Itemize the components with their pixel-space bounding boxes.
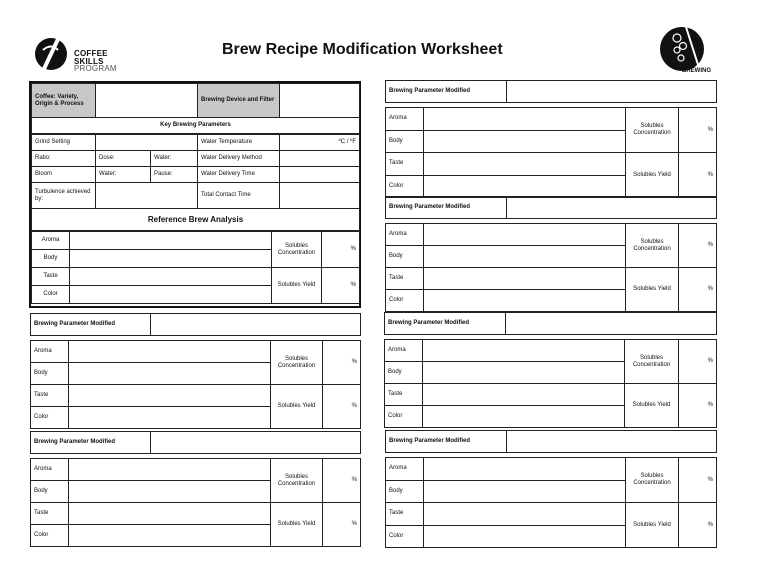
reference-section [29, 81, 361, 308]
param-modified-field[interactable] [507, 81, 717, 103]
bloom-label: Bloom [32, 167, 96, 183]
grind-field[interactable] [96, 135, 198, 151]
color-field[interactable] [424, 290, 626, 312]
taste-label: Taste [385, 384, 423, 406]
aroma-field[interactable] [424, 224, 626, 246]
yield-label: Solubles Yield [625, 384, 679, 428]
aroma-field[interactable] [70, 232, 272, 250]
body-field[interactable] [69, 363, 271, 385]
aroma-label: Aroma [31, 459, 69, 481]
concentration-label: Solubles Concentration [271, 341, 323, 385]
body-label: Body [32, 250, 70, 268]
body-label: Body [386, 246, 424, 268]
water-temp-field[interactable]: ºC / ºF [280, 135, 360, 151]
device-field[interactable] [280, 84, 360, 118]
body-field[interactable] [424, 246, 626, 268]
contact-time-field[interactable] [280, 183, 360, 209]
concentration-label: Solubles Concentration [625, 340, 679, 384]
aroma-label: Aroma [32, 232, 70, 250]
bloom-water-field[interactable]: Water: [96, 167, 151, 183]
yield-label: Solubles Yield [626, 503, 679, 548]
yield-field[interactable]: % [679, 268, 717, 312]
taste-label: Taste [32, 268, 70, 286]
yield-field[interactable]: % [679, 384, 717, 428]
modification-block-5 [30, 313, 360, 429]
taste-label: Taste [386, 268, 424, 290]
yield-field[interactable]: % [323, 503, 361, 547]
taste-label: Taste [386, 503, 424, 526]
concentration-field[interactable]: % [679, 458, 717, 503]
delivery-time-label: Water Delivery Time [198, 167, 280, 183]
concentration-label: Solubles Concentration [626, 458, 679, 503]
color-label: Color [385, 406, 423, 428]
turbulence-label: Turbulence achieved by: [32, 183, 96, 209]
param-modified-label: Brewing Parameter Modified [386, 197, 507, 219]
modification-block-4 [385, 430, 716, 548]
color-label: Color [31, 407, 69, 429]
aroma-label: Aroma [386, 224, 424, 246]
yield-label: Solubles Yield [272, 268, 322, 304]
concentration-label: Solubles Concentration [271, 459, 323, 503]
analysis-heading: Reference Brew Analysis [32, 209, 360, 231]
delivery-method-field[interactable] [280, 151, 360, 167]
body-label: Body [385, 362, 423, 384]
param-modified-label: Brewing Parameter Modified [386, 431, 507, 453]
coffee-field[interactable] [96, 84, 198, 118]
param-modified-label: Brewing Parameter Modified [31, 314, 151, 336]
key-params-heading: Key Brewing Parameters [32, 118, 360, 134]
color-label: Color [31, 525, 69, 547]
concentration-label: Solubles Concentration [626, 224, 679, 268]
aroma-label: Aroma [31, 341, 69, 363]
body-label: Body [31, 363, 69, 385]
concentration-label: Solubles Concentration [272, 232, 322, 268]
aroma-label: Aroma [386, 458, 424, 481]
taste-label: Taste [31, 503, 69, 525]
param-modified-field[interactable] [506, 313, 717, 335]
ratio-label: Ratio: [32, 151, 96, 167]
color-field[interactable] [424, 175, 626, 198]
coffee-label: Coffee: Variety, Origin & Process [32, 84, 96, 118]
device-label: Brewing Device and Filter [198, 84, 280, 118]
aroma-field[interactable] [424, 108, 626, 131]
yield-field[interactable]: % [323, 385, 361, 429]
modification-block-1 [385, 80, 716, 198]
concentration-field[interactable]: % [679, 108, 717, 153]
logo-line3: PROGRAM [74, 64, 117, 74]
color-label: Color [386, 290, 424, 312]
concentration-field[interactable]: % [322, 232, 360, 268]
logo-line1: COFFEE [74, 49, 108, 58]
dose-field[interactable]: Dose: [96, 151, 151, 167]
color-field[interactable] [69, 525, 271, 547]
aroma-label: Aroma [385, 340, 423, 362]
concentration-field[interactable]: % [323, 341, 361, 385]
pause-field[interactable]: Pause: [151, 167, 198, 183]
body-field[interactable] [69, 481, 271, 503]
param-modified-field[interactable] [507, 197, 717, 219]
body-label: Body [386, 480, 424, 503]
aroma-field[interactable] [69, 459, 271, 481]
modification-block-3 [384, 312, 716, 428]
delivery-time-field[interactable] [280, 167, 360, 183]
body-label: Body [31, 481, 69, 503]
param-modified-field[interactable] [151, 432, 361, 454]
yield-field[interactable]: % [679, 503, 717, 548]
modification-block-6 [30, 431, 360, 547]
yield-label: Solubles Yield [271, 503, 323, 547]
concentration-label: Solubles Concentration [626, 108, 679, 153]
ratio-water-field[interactable]: Water: [151, 151, 198, 167]
color-field[interactable] [70, 286, 272, 304]
brewing-circle-icon [656, 26, 718, 72]
contact-time-label: Total Contact Time [198, 183, 280, 209]
brewing-logo [656, 26, 718, 78]
taste-field[interactable] [69, 503, 271, 525]
water-temp-label: Water Temperature [198, 135, 280, 151]
yield-label: Solubles Yield [626, 153, 679, 198]
param-modified-field[interactable] [507, 431, 717, 453]
aroma-field[interactable] [424, 458, 626, 481]
param-modified-label: Brewing Parameter Modified [385, 313, 506, 335]
concentration-field[interactable]: % [679, 224, 717, 268]
concentration-field[interactable]: % [323, 459, 361, 503]
body-field[interactable] [424, 130, 626, 153]
taste-label: Taste [386, 153, 424, 176]
color-label: Color [32, 286, 70, 304]
brewing-logo-label: BREWING [682, 68, 711, 74]
logo-line2: SKILLS [74, 56, 104, 66]
taste-field[interactable] [424, 503, 626, 526]
param-modified-label: Brewing Parameter Modified [31, 432, 151, 454]
aroma-field[interactable] [423, 340, 625, 362]
param-modified-field[interactable] [151, 314, 361, 336]
taste-field[interactable] [424, 268, 626, 290]
aroma-label: Aroma [386, 108, 424, 131]
color-field[interactable] [424, 525, 626, 548]
body-field[interactable] [424, 480, 626, 503]
coffee-skills-logo [34, 30, 124, 78]
aroma-field[interactable] [69, 341, 271, 363]
body-field[interactable] [70, 250, 272, 268]
logo-s-icon [34, 30, 70, 78]
param-modified-label: Brewing Parameter Modified [386, 81, 507, 103]
taste-field[interactable] [69, 385, 271, 407]
body-label: Body [386, 130, 424, 153]
grind-label: Grind Setting [32, 135, 96, 151]
turbulence-field[interactable] [96, 183, 198, 209]
yield-field[interactable]: % [679, 153, 717, 198]
delivery-method-label: Water Delivery Method [198, 151, 280, 167]
taste-label: Taste [31, 385, 69, 407]
body-field[interactable] [423, 362, 625, 384]
color-field[interactable] [69, 407, 271, 429]
color-label: Color [386, 525, 424, 548]
yield-label: Solubles Yield [271, 385, 323, 429]
page-title: Brew Recipe Modification Worksheet [222, 41, 503, 58]
taste-field[interactable] [424, 153, 626, 176]
taste-field[interactable] [70, 268, 272, 286]
color-field[interactable] [423, 406, 625, 428]
taste-field[interactable] [423, 384, 625, 406]
yield-field[interactable]: % [322, 268, 360, 304]
color-label: Color [386, 175, 424, 198]
yield-label: Solubles Yield [626, 268, 679, 312]
concentration-field[interactable]: % [679, 340, 717, 384]
modification-block-2 [385, 196, 716, 312]
